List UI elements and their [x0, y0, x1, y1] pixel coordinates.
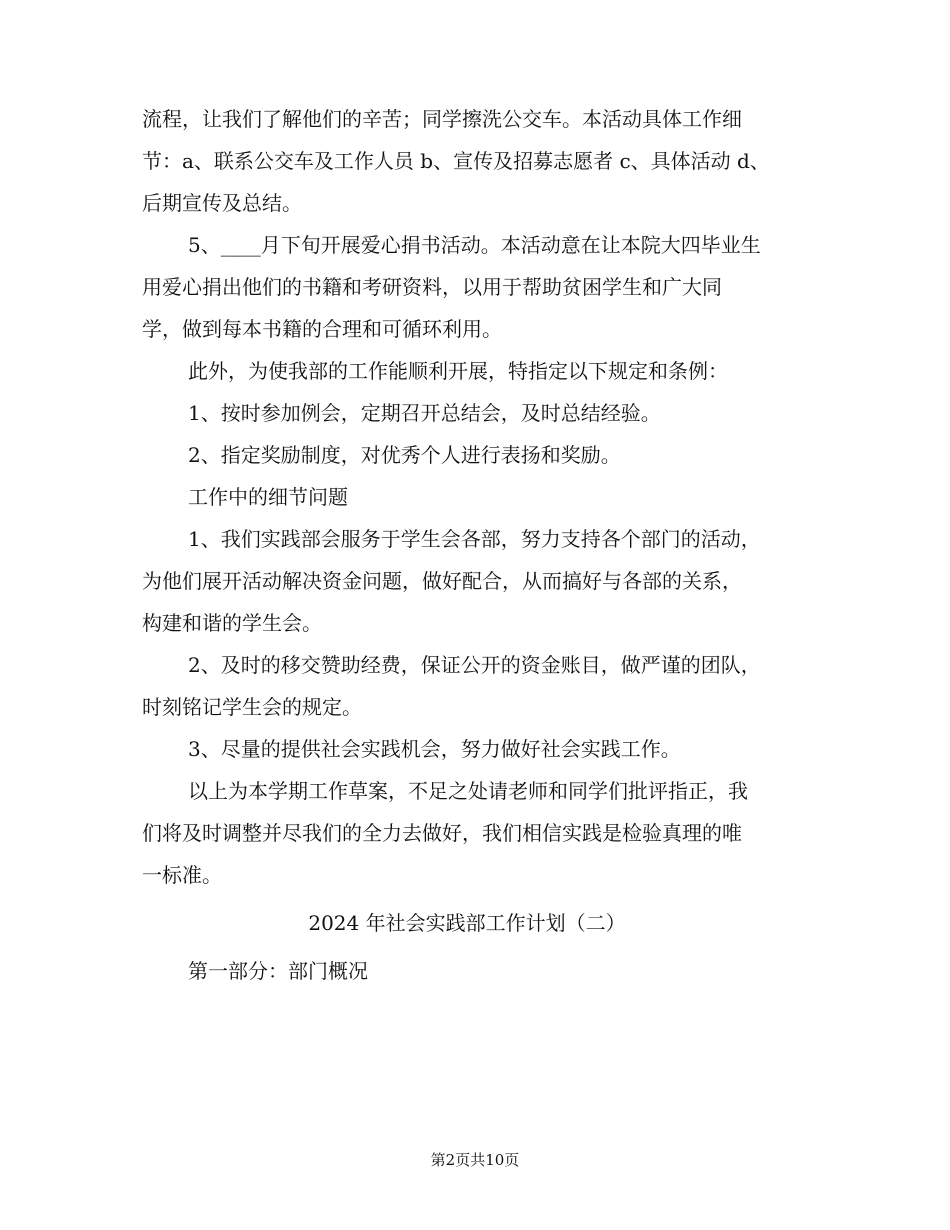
paragraph-line: 节：a、联系公交车及工作人员 b、宣传及招募志愿者 c、具体活动 d、 [142, 149, 770, 173]
paragraph-line: 为他们展开活动解决资金问题，做好配合，从而搞好与各部的关系， [142, 569, 742, 593]
paragraph-line: 此外，为使我部的工作能顺利开展，特指定以下规定和条例： [188, 359, 728, 383]
subsection-heading: 第一部分：部门概况 [188, 959, 368, 983]
page-number: 第2页共10页 [430, 1151, 520, 1169]
paragraph-line: 构建和谐的学生会。 [142, 611, 322, 635]
paragraph-line: 1、我们实践部会服务于学生会各部，努力支持各个部门的活动， [188, 527, 761, 551]
document-body [142, 98, 822, 992]
paragraph-line: 5、____月下旬开展爱心捐书活动。本活动意在让本院大四毕业生 [188, 233, 761, 257]
paragraph-line: 一标准。 [142, 863, 222, 887]
paragraph-line: 工作中的细节问题 [188, 485, 348, 509]
paragraph-line: 流程，让我们了解他们的辛苦；同学擦洗公交车。本活动具体工作细 [142, 107, 742, 131]
paragraph-line: 们将及时调整并尽我们的全力去做好，我们相信实践是检验真理的唯 [142, 821, 742, 845]
paragraph-line: 后期宣传及总结。 [142, 191, 302, 215]
paragraph-line: 2、指定奖励制度，对优秀个人进行表扬和奖励。 [188, 443, 621, 467]
paragraph-line: 1、按时参加例会，定期召开总结会，及时总结经验。 [188, 401, 661, 425]
paragraph-line: 学，做到每本书籍的合理和可循环利用。 [142, 317, 502, 341]
paragraph-line: 2、及时的移交赞助经费，保证公开的资金账目，做严谨的团队， [188, 653, 761, 677]
paragraph-line: 3、尽量的提供社会实践机会，努力做好社会实践工作。 [188, 737, 681, 761]
section-title: 2024 年社会实践部工作计划（二） [308, 911, 626, 935]
paragraph-line: 以上为本学期工作草案，不足之处请老师和同学们批评指正，我 [188, 779, 748, 803]
paragraph-line: 时刻铭记学生会的规定。 [142, 695, 362, 719]
paragraph-line: 用爱心捐出他们的书籍和考研资料，以用于帮助贫困学生和广大同 [142, 275, 722, 299]
